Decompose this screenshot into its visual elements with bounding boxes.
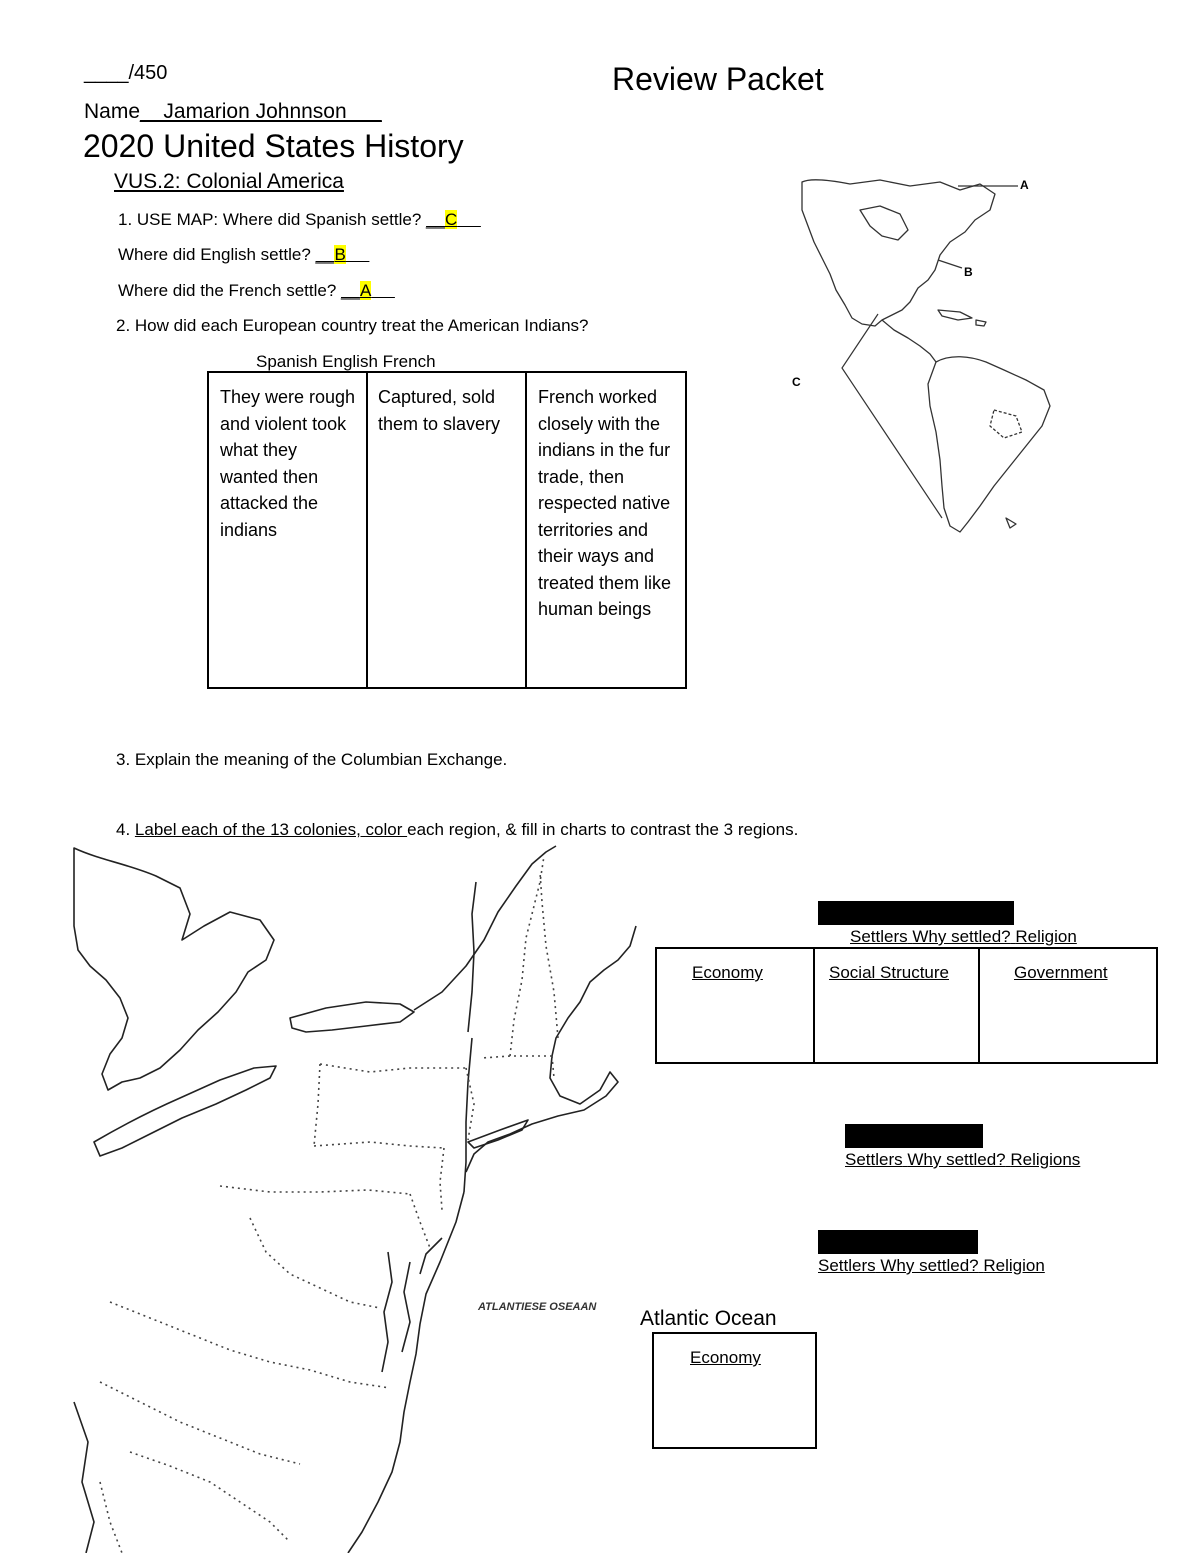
south-america-outline xyxy=(928,357,1050,532)
q4-prefix: 4. xyxy=(116,820,135,839)
q1-spanish-answer: C xyxy=(444,210,458,229)
q4-label-instruction: Label each of the 13 colonies, xyxy=(134,820,366,839)
region3-why: Why settled? xyxy=(880,1256,979,1275)
ocean-label: Atlantic Ocean xyxy=(640,1307,777,1330)
q1-english-answer: B xyxy=(334,245,346,264)
americas-map xyxy=(790,170,1080,550)
ocean-label-dutch: ATLANTIESE OSEAAN xyxy=(478,1301,597,1313)
new-england-coast xyxy=(466,926,636,1172)
student-name: __Jamarion Johnnson___ xyxy=(140,100,382,123)
q1-french-answer: A xyxy=(359,281,372,300)
region3-settlers: Settlers xyxy=(818,1256,876,1275)
score-line: ____/450 xyxy=(84,62,168,84)
redacted-region-title xyxy=(818,1230,978,1254)
chart-divider xyxy=(813,947,815,1064)
region2-settlers: Settlers xyxy=(845,1150,903,1169)
name-line xyxy=(84,100,382,124)
q1-spanish-prompt: 1. USE MAP: Where did Spanish settle? xyxy=(118,210,422,229)
q4-color-instruction: color xyxy=(365,820,408,839)
lake-huron xyxy=(74,848,274,1090)
label-b-pointer xyxy=(938,260,962,268)
redacted-region-title xyxy=(818,901,1014,925)
table-divider xyxy=(366,371,368,689)
q2-prompt: 2. How did each European country treat the American Indians? xyxy=(116,316,589,335)
q1-french-prompt: Where did the French settle? xyxy=(118,281,337,300)
region1-religion: Religion xyxy=(1015,927,1077,946)
map-label-a: A xyxy=(1020,178,1029,192)
name-label: Name xyxy=(84,100,141,123)
mid-atlantic-coast xyxy=(348,1192,464,1553)
label-c-pointer xyxy=(842,314,942,518)
q3-prompt: 3. Explain the meaning of the Columbian Exchange. xyxy=(116,750,508,769)
course-title: 2020 United States History xyxy=(83,128,464,164)
region1-government-header: Government xyxy=(1014,963,1108,982)
region2-why: Why settled? xyxy=(907,1150,1006,1169)
region3-subheading xyxy=(818,1256,1045,1276)
treatment-table-header: Spanish English French xyxy=(256,352,436,371)
q1-english-prompt: Where did English settle? xyxy=(118,245,311,264)
north-america-outline xyxy=(802,180,995,326)
region1-economy-header: Economy xyxy=(692,963,763,982)
q1-spanish: 1. USE MAP: Where did Spanish settle? __C xyxy=(118,210,458,229)
region3-economy-header: Economy xyxy=(690,1348,761,1367)
french-treatment-cell: French worked closely with the indians in the fur trade, then respected native territories and their ways and treated them like human beings xyxy=(538,387,672,619)
english-treatment-cell: Captured, sold them to slavery xyxy=(378,387,501,434)
chart-divider xyxy=(978,947,980,1064)
region1-settlers: Settlers xyxy=(850,927,908,946)
section-title: VUS.2: Colonial America xyxy=(114,170,344,193)
spanish-treatment-cell: They were rough and violent took what they wanted then attacked the indians xyxy=(220,387,356,540)
q4-prompt xyxy=(116,820,798,840)
colonies-map xyxy=(70,842,645,1553)
q1-french: Where did the French settle? __A xyxy=(118,281,372,300)
q4-rest: each region, & fill in charts to contrast the 3 regions. xyxy=(407,820,799,839)
region3-religion: Religion xyxy=(983,1256,1045,1275)
packet-title: Review Packet xyxy=(612,61,824,97)
region2-subheading xyxy=(845,1150,1080,1170)
map-label-b: B xyxy=(964,265,973,279)
region1-why: Why settled? xyxy=(912,927,1011,946)
lake-ontario xyxy=(290,1002,414,1032)
region1-subheading xyxy=(850,927,1077,947)
redacted-region-title xyxy=(845,1124,983,1148)
lake-erie xyxy=(94,1066,276,1156)
q1-english: Where did English settle? __B xyxy=(118,245,346,264)
table-divider xyxy=(525,371,527,689)
region1-social-header: Social Structure xyxy=(829,963,949,982)
region2-religion: Religions xyxy=(1010,1150,1081,1169)
map-label-c: C xyxy=(792,375,801,389)
